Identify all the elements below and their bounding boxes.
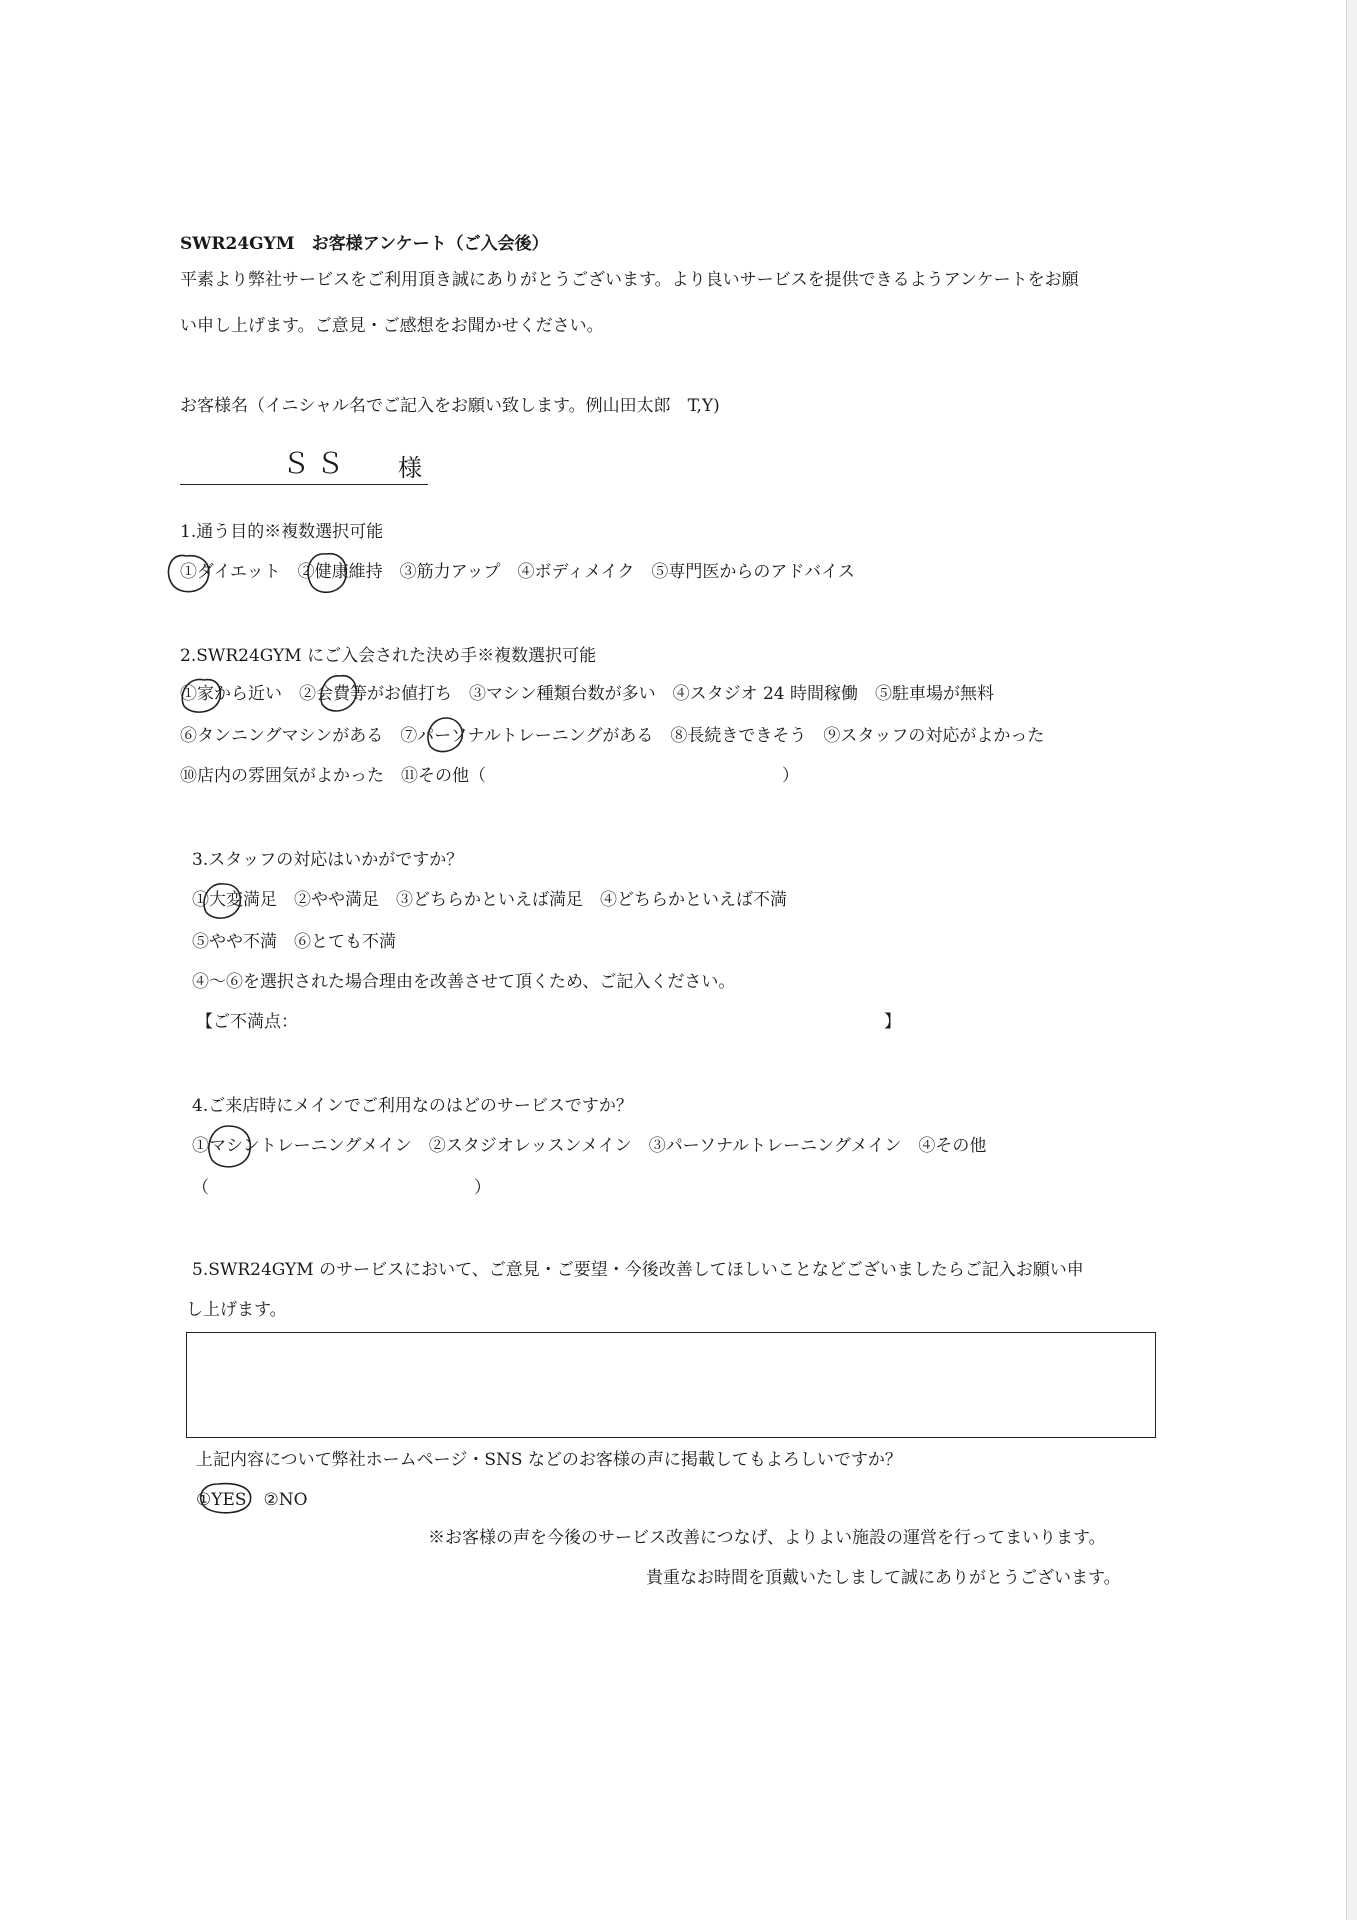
publish-options[interactable]: ①YES ②NO (196, 1490, 308, 1510)
q3-reason-instruction: ④～⑥を選択された場合理由を改善させて頂くため、ご記入ください。 (192, 972, 736, 992)
mark-q1-option-2 (308, 554, 346, 593)
intro-line-1: 平素より弊社サービスをご利用頂き誠にありがとうございます。より良いサービスを提供できるようアンケートをお願 (180, 270, 1079, 290)
survey-title: SWR24GYM お客様アンケート（ご入会後） (180, 234, 549, 254)
mark-q3-option-1 (204, 884, 240, 918)
q2-options-line-2[interactable]: ⑥タンニングマシンがある ⑦パーソナルトレーニングがある ⑧長続きできそう ⑨スタッフの対応がよかった (180, 726, 1045, 746)
footer-note: ※お客様の声を今後のサービス改善につなげ、よりよい施設の運営を行ってまいります。 (428, 1528, 1106, 1548)
mark-q2-option-1 (182, 679, 220, 712)
q2-options-line-3[interactable]: ⑩店内の雰囲気がよかった ⑪その他（ (180, 766, 486, 786)
q2-options-line-1[interactable]: ①家から近い ②会費等がお値打ち ③マシン種類台数が多い ④スタジオ 24 時間稼働 ⑤駐車場が無料 (180, 684, 995, 704)
q2-other-close: ） (782, 766, 799, 786)
q1-options[interactable]: ①ダイエット ②健康維持 ③筋力アップ ④ボディメイク ⑤専門医からのアドバイス (180, 562, 855, 582)
customer-name-suffix: 様 (398, 454, 422, 482)
q5-question-line-1: 5.SWR24GYM のサービスにおいて、ご意見・ご要望・今後改善してほしいことなどございましたらご記入お願い申 (192, 1260, 1084, 1280)
mark-q2-option-7 (428, 718, 462, 752)
publish-question: 上記内容について弊社ホームページ・SNS などのお客様の声に掲載してもよろしいですか？ (196, 1450, 902, 1470)
customer-name-label: お客様名（イニシャル名でご記入をお願い致します。例山田太郎 T,Y) (180, 396, 720, 416)
q3-options-line-1[interactable]: ①大変満足 ②やや満足 ③どちらかといえば満足 ④どちらかといえば不満 (192, 890, 787, 910)
mark-q1-option-1 (168, 555, 208, 591)
footer-thanks: 貴重なお時間を頂戴いたしまして誠にありがとうございます。 (646, 1568, 1121, 1588)
q4-options[interactable]: ①マシントレーニングメイン ②スタジオレッスンメイン ③パーソナルトレーニングメイン ④その他 (192, 1136, 987, 1156)
customer-name-value[interactable]: ＳＳ (282, 447, 351, 480)
mark-q4-option-1 (209, 1126, 250, 1167)
q3-question: 3.スタッフの対応はいかがですか？ (192, 850, 464, 870)
q5-question-line-2: し上げます。 (186, 1300, 287, 1320)
intro-line-2: い申し上げます。ご意見・ご感想をお聞かせください。 (180, 316, 604, 336)
q1-question: 1.通う目的※複数選択可能 (180, 522, 384, 542)
mark-q2-option-2 (321, 676, 356, 711)
mark-publish-yes (201, 1484, 251, 1513)
q4-other-close: ） (474, 1178, 491, 1198)
q3-complaint-close: 】 (884, 1012, 901, 1032)
q3-options-line-2[interactable]: ⑤やや不満 ⑥とても不満 (192, 932, 396, 952)
q4-question: 4.ご来店時にメインでご利用なのはどのサービスですか？ (192, 1096, 633, 1116)
q2-question: 2.SWR24GYM にご入会された決め手※複数選択可能 (180, 646, 597, 666)
q4-other-open: （ (192, 1178, 209, 1198)
q3-complaint-label: 【ご不満点： (196, 1012, 298, 1032)
